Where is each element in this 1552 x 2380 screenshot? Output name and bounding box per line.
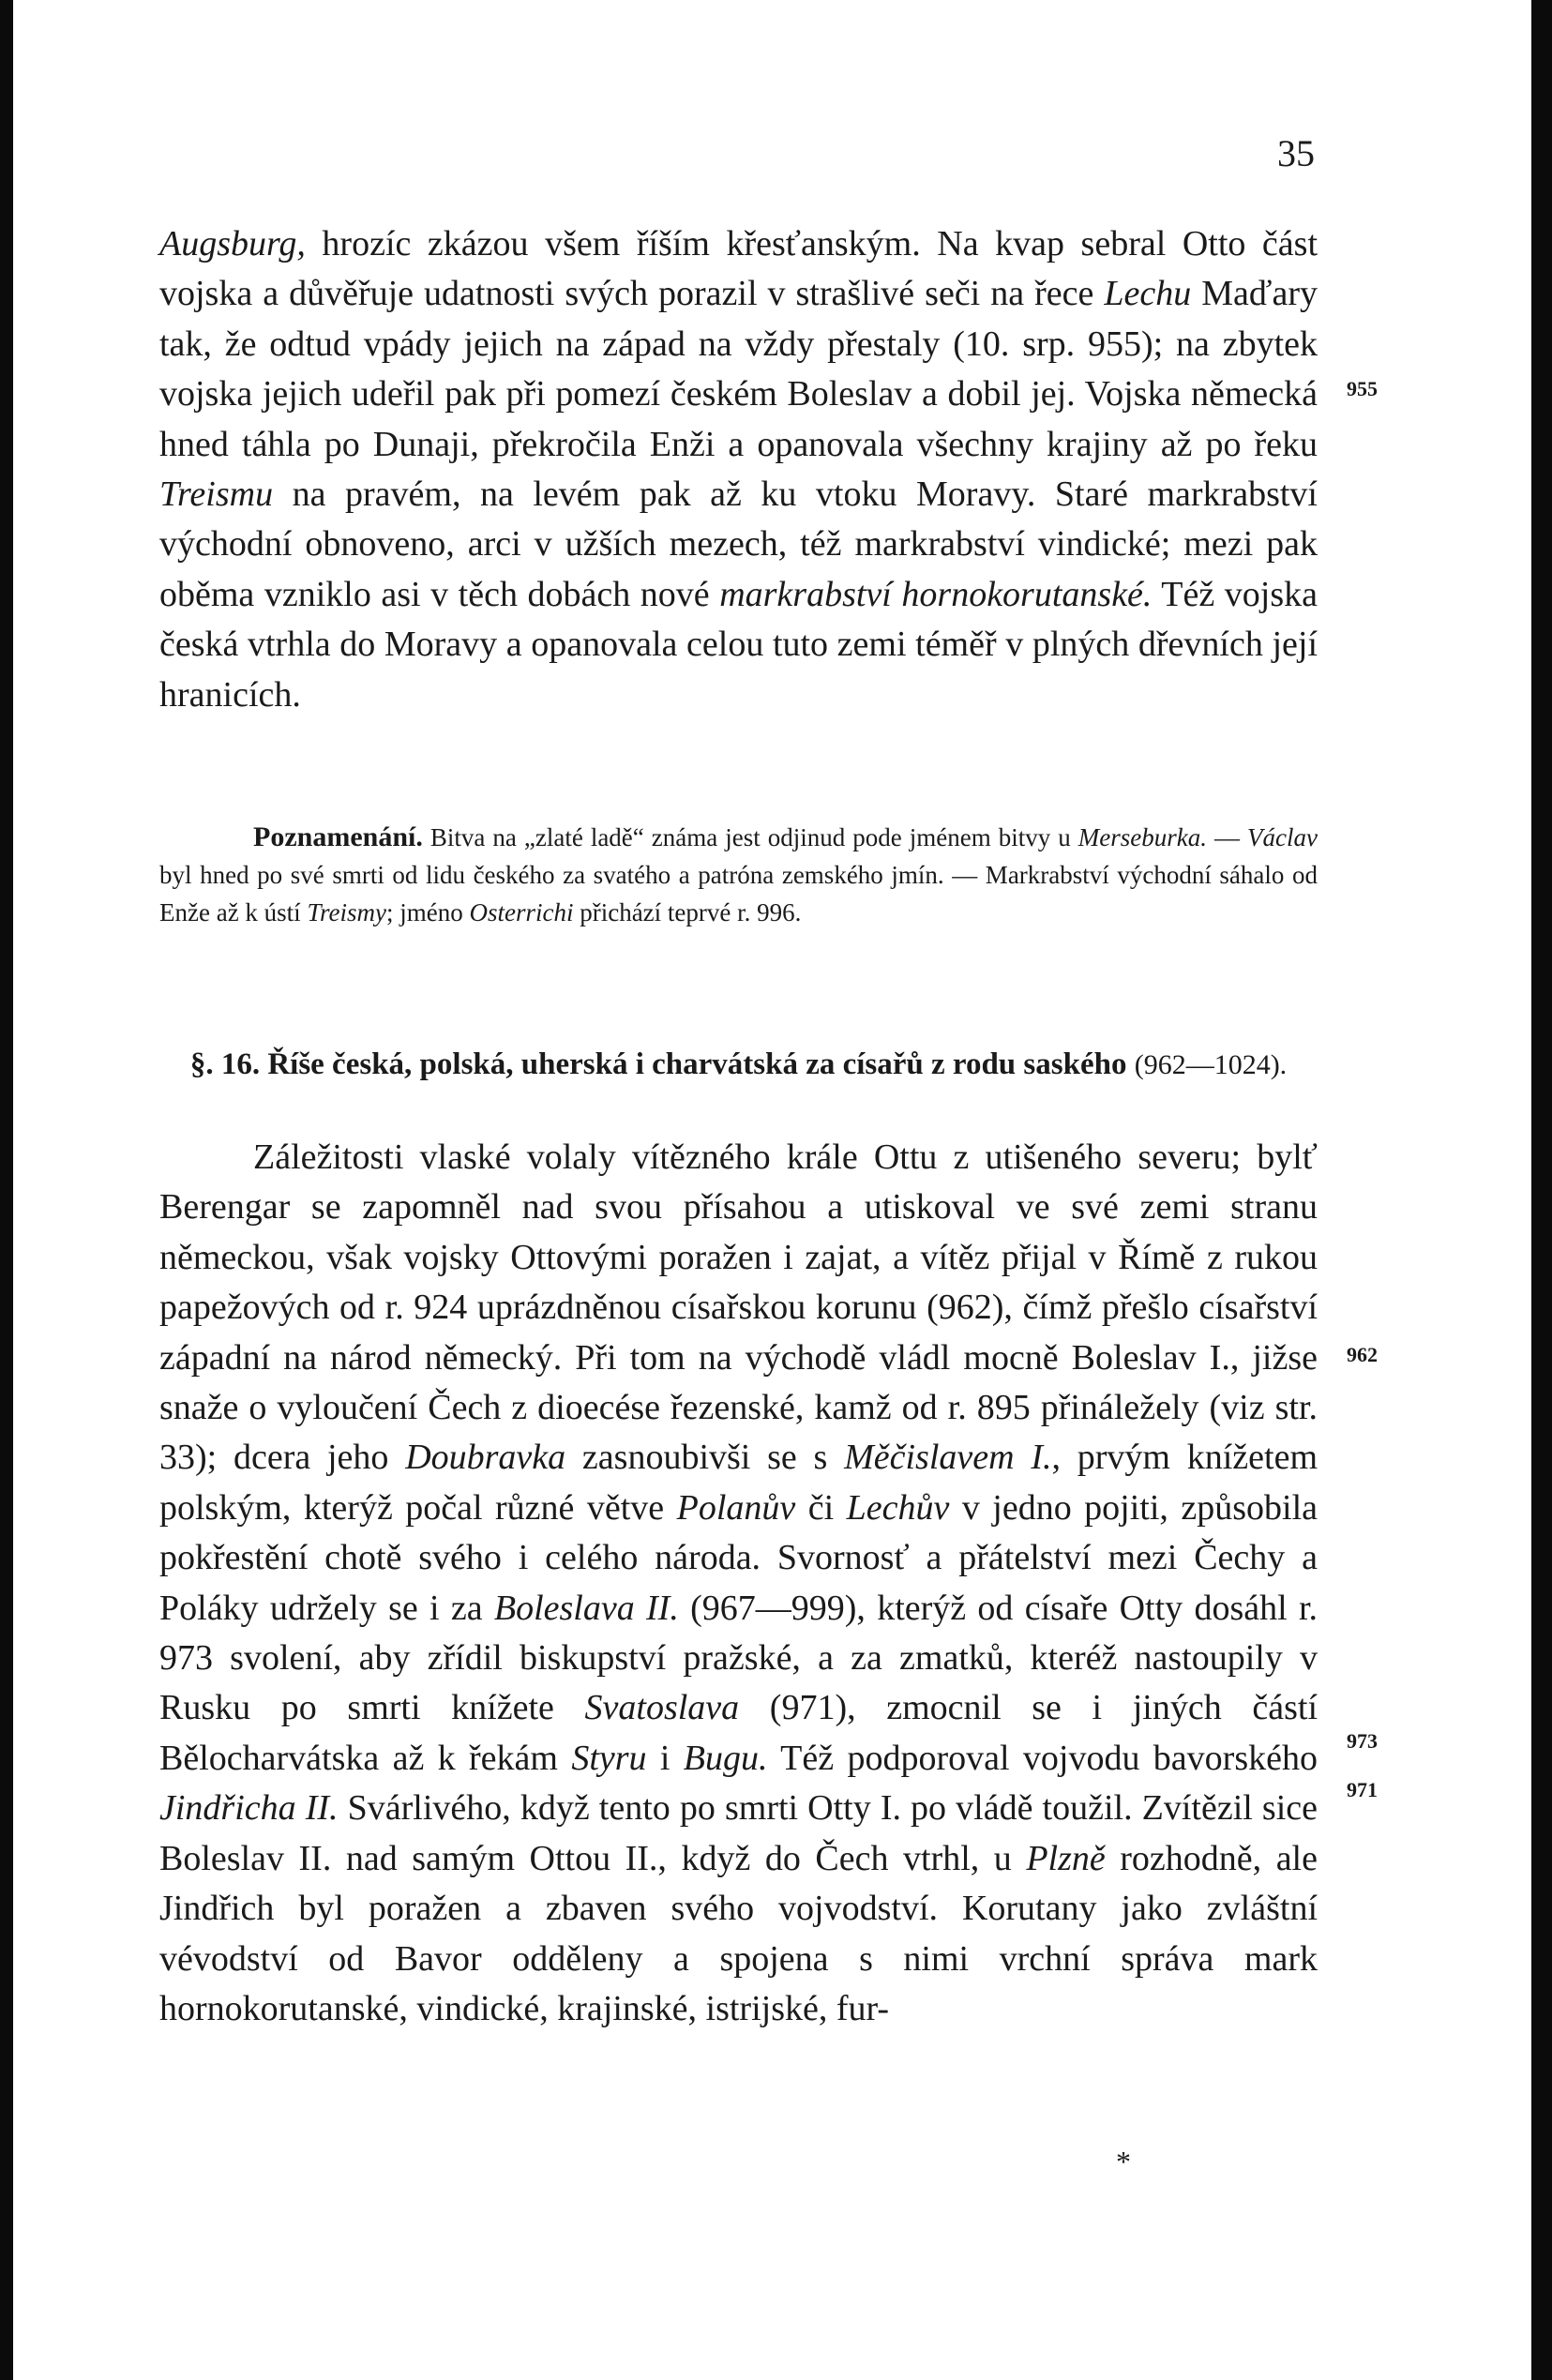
italic-text-run: Treismy <box>307 898 386 926</box>
margin-year: 955 <box>1347 377 1378 400</box>
italic-text-run: Augsburg, <box>159 224 306 264</box>
text-run: hrozíc zkázou všem říším křesťanským. Na kvap sebral Otto část vojska a důvěřuje udatnosti svých porazil v strašlivé seči na řece <box>159 224 1318 314</box>
text-run: Též podporoval vojvodu bavorského <box>767 1738 1318 1778</box>
paragraph-2 <box>159 1133 1318 2034</box>
text-run: — <box>1207 823 1248 851</box>
italic-text-run: Styru <box>571 1738 647 1778</box>
italic-text-run: Bugu. <box>683 1738 768 1778</box>
text-run: (971), zmocnil se i jiných částí Bělocharvátska až k řekám <box>159 1688 1318 1778</box>
paragraph-1 <box>159 219 1318 720</box>
section-heading <box>159 1045 1318 1085</box>
text-run: , prvým knížetem polským, kterýž počal různé větve <box>159 1438 1318 1528</box>
text-run: byl hned po své smrti od lidu českého za svatého a patróna zemského jmín. — Markrabství východní sáhalo od Enže až k ústí <box>159 861 1318 926</box>
text-run: Též vojska česká vtrhla do Moravy a opanovala celou tuto zemi téměř v plných dřevních její hranicích. <box>159 574 1318 715</box>
margin-year: 973 <box>1347 1729 1378 1753</box>
italic-text-run: Treismu <box>159 474 274 515</box>
italic-text-run: markrabství hornokorutanské. <box>719 574 1153 614</box>
italic-text-run: Jindřicha II. <box>159 1788 339 1829</box>
text-run: i <box>646 1738 684 1778</box>
page-number: 35 <box>1277 132 1315 174</box>
margin-year: 971 <box>1347 1778 1378 1801</box>
text-run: Maďary tak, že odtud vpády jejich na západ na vždy přestaly (10. srp. 955); na zbytek vojska jejich udeřil pak při pomezí českém Boleslav a dobil jej. Vojska německá hned táhla po Dunaji, překročila Enži a opanovala všechny krajiny až po řeku <box>159 274 1318 464</box>
text-run: zasnoubivši se s <box>565 1438 845 1478</box>
text-run: Bitva na „zlaté ladě“ známa jest odjinud pode jménem bitvy u <box>422 823 1078 851</box>
italic-text-run: Doubravka <box>405 1438 566 1478</box>
italic-text-run: Polanův <box>676 1487 796 1528</box>
text-run: Svárlivého, když tento po smrti Otty I. po vládě toužil. Zvítězil sice Boleslav II. nad samým Ottou II., když do Čech vtrhl, u <box>159 1788 1318 1878</box>
text-run: Záležitosti vlaské volaly vítězného krále Ottu z utišeného severu; bylť Berengar se zapomněl nad svou přísahou a utiskoval ve své zemi stranu německou, však vojsky Ottovými poražen i zajat, a vítěz přijal v Římě z rukou papežových od r. 924 uprázdněnou císařskou korunu (962), čímž přešlo císařství západní na národ německý. Při tom na východě vládl mocně Boleslav I., jižse snaže o vyloučení Čech z dioecése řezenské, kamž od r. 895 přináležely (viz str. 33); dcera jeho <box>159 1137 1318 1478</box>
signature-mark: * <box>1116 2145 1131 2178</box>
text-run: rozhodně, ale Jindřich byl poražen a zbaven svého vojvodství. Korutany jako zvláštní vévodství od Bavor odděleny a spojena s nimi vrchní správa mark hornokorutanské, vindické, krajinské, istrijské, fur- <box>159 1838 1318 2028</box>
italic-text-run: Svatoslava <box>584 1688 740 1728</box>
text-run: přichází teprvé r. 996. <box>573 898 802 926</box>
italic-text-run: Osterrichi <box>469 898 574 926</box>
text-run: na pravém, na levém pak až ku vtoku Moravy. Staré markrabství východní obnoveno, arci v užších mezech, též markrabství vindické; mezi pak oběma vzniklo asi v těch dobách nové <box>159 474 1318 614</box>
italic-text-run: Lechův <box>846 1487 950 1528</box>
note-lead: Poznamenání. <box>253 821 423 852</box>
text-run: (967—999), kterýž od císaře Otty dosáhl r. 973 svolení, aby zřídil biskupství pražské, a za zmatků, kteréž nastoupily v Rusku po smrti knížete <box>159 1588 1318 1728</box>
text-run: v jedno pojiti, způsobila pokřestění chotě svého i celého národa. Svornosť a přátelství mezi Čechy a Poláky udržely se i za <box>159 1487 1318 1628</box>
text-run: či <box>795 1487 847 1528</box>
italic-text-run: Merseburka. <box>1077 823 1208 851</box>
footnote-poznamenani <box>159 819 1318 931</box>
section-dates: (962—1024). <box>1134 1049 1288 1080</box>
italic-text-run: Měčislavem I. <box>844 1438 1052 1478</box>
italic-text-run: Plzně <box>1026 1838 1106 1878</box>
margin-year: 962 <box>1347 1343 1378 1366</box>
italic-text-run: Václav <box>1247 823 1318 851</box>
text-run: ; jméno <box>385 898 470 926</box>
italic-text-run: Lechu <box>1104 274 1192 314</box>
italic-text-run: Boleslava II. <box>493 1588 679 1628</box>
section-title: §. 16. Říše česká, polská, uherská i charvátská za císařů z rodu saského <box>189 1047 1127 1081</box>
